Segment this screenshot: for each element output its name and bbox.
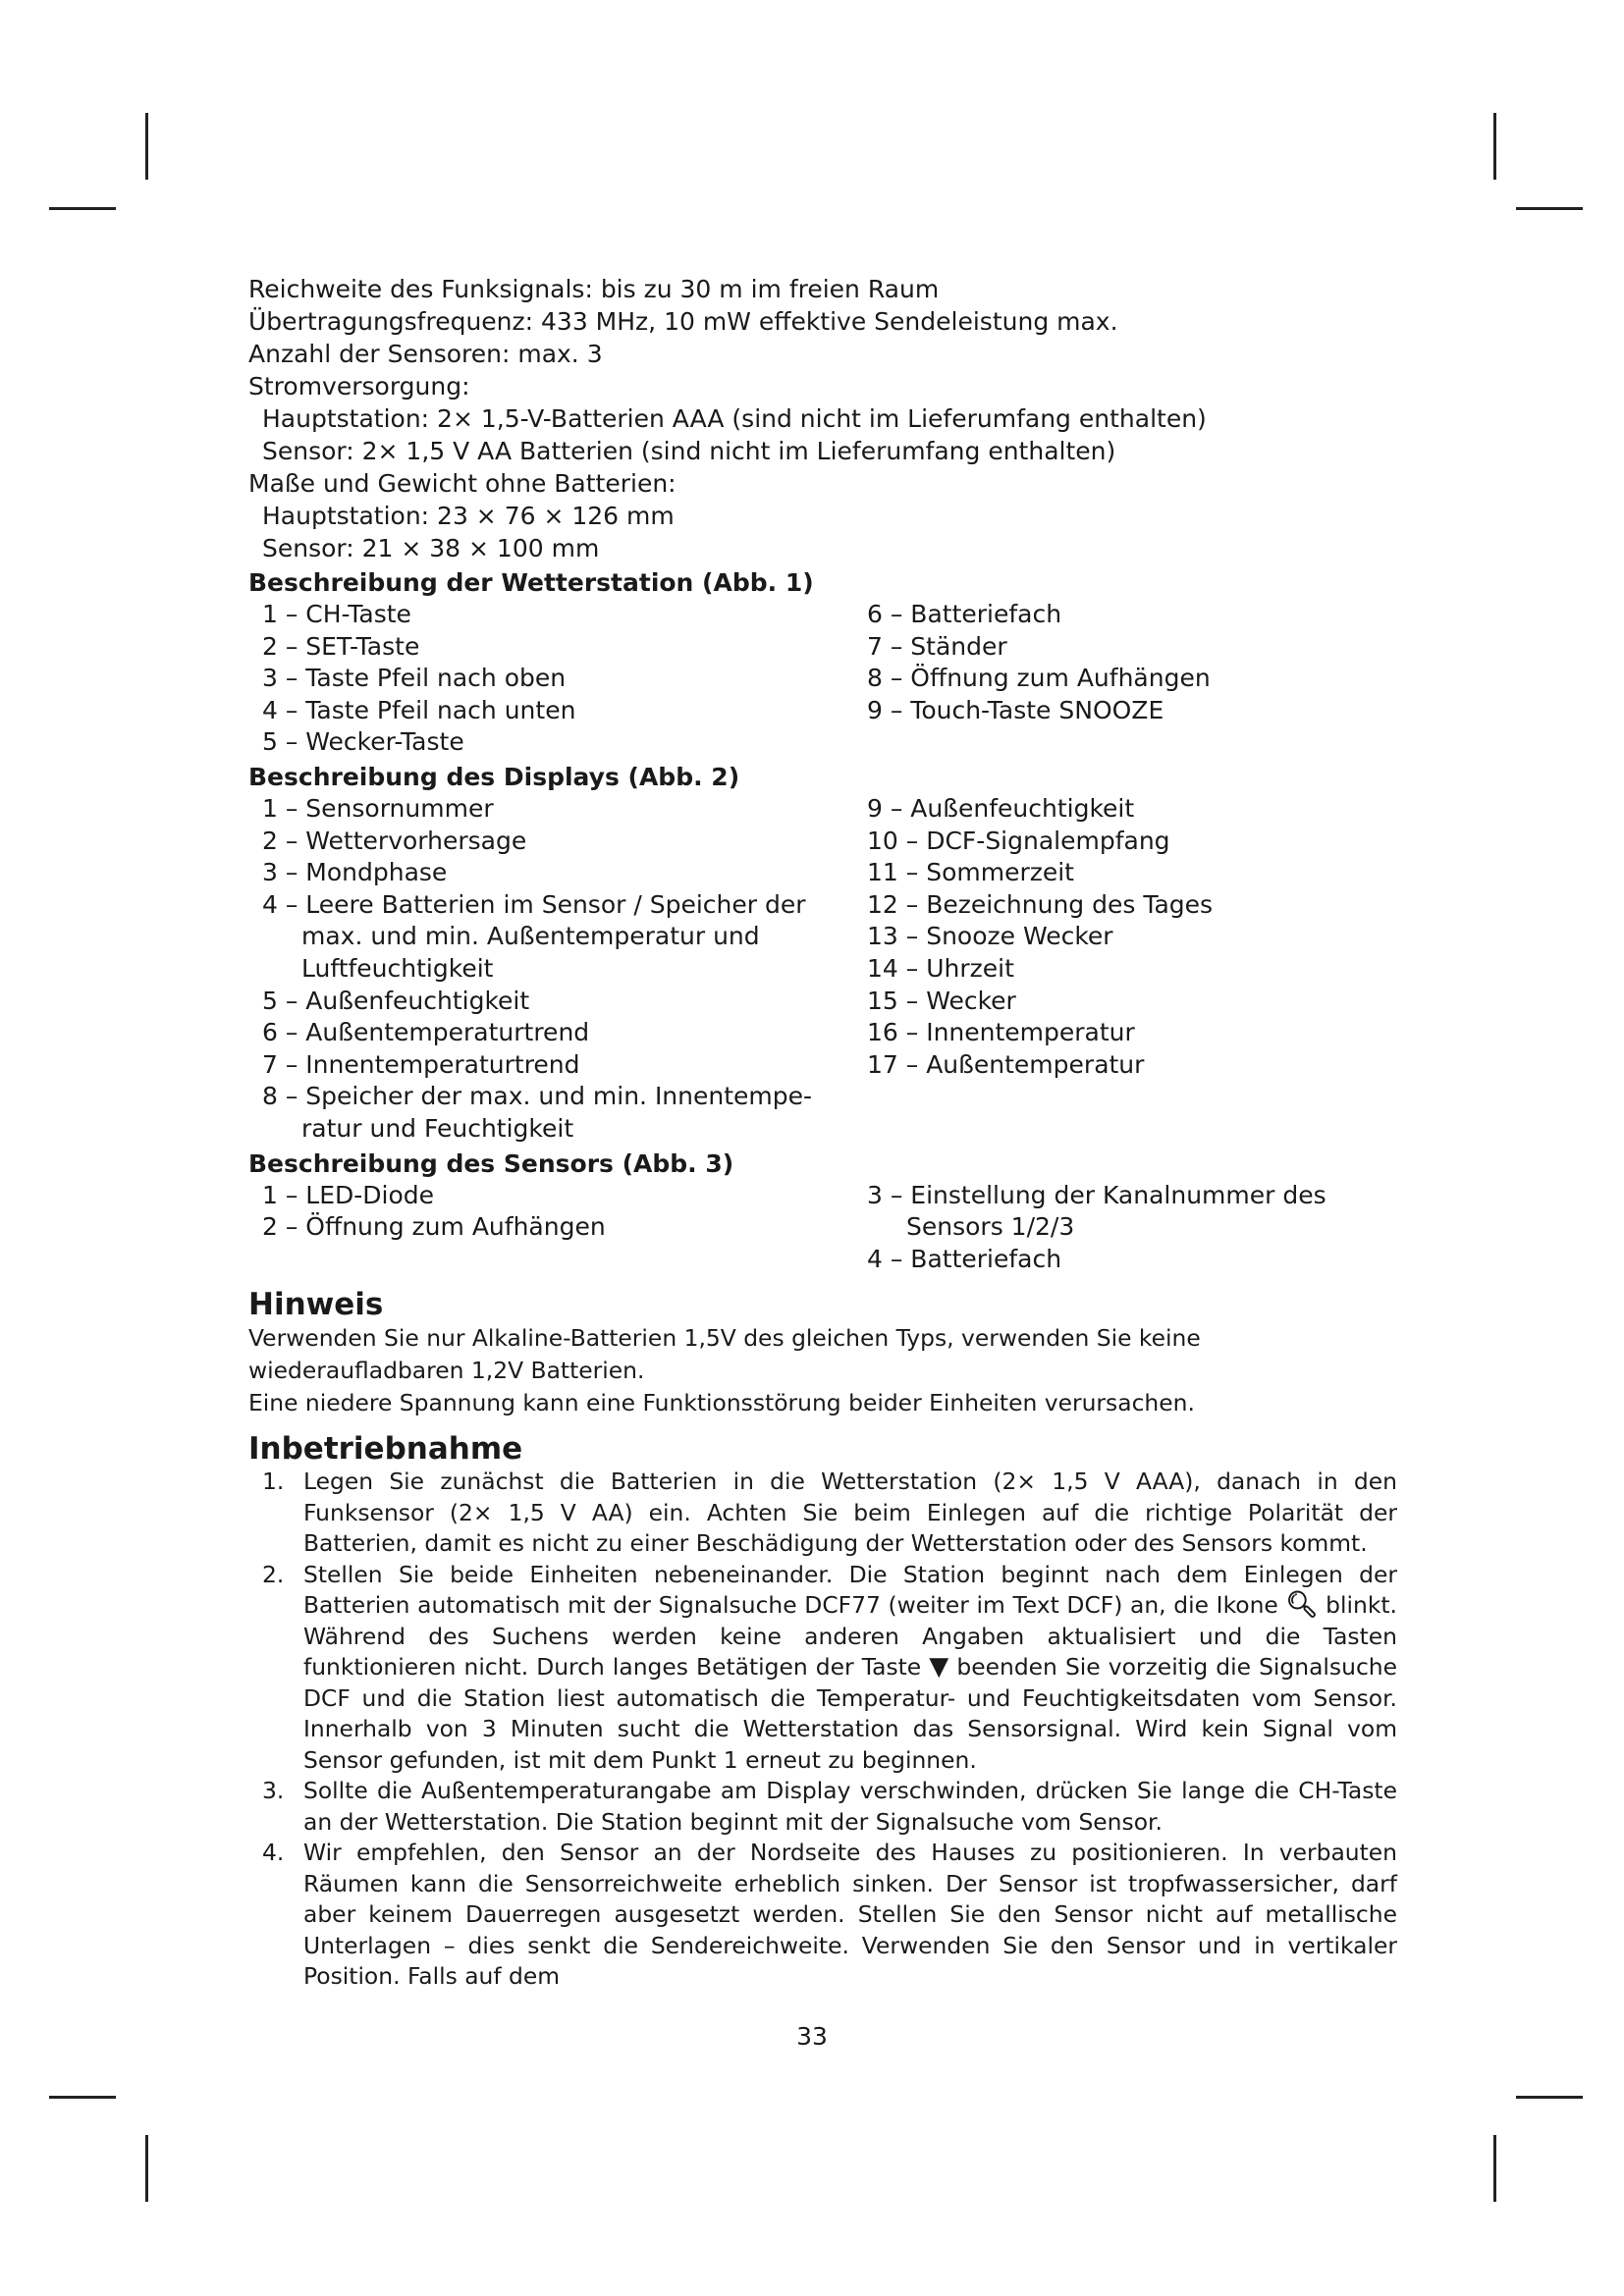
display-list-item: 1 – Sensornummer	[262, 793, 494, 823]
display-list-left	[248, 793, 867, 1146]
step-number: 3.	[262, 1777, 285, 1805]
display-list-item: 11 – Sommerzeit	[867, 858, 1074, 887]
crop-mark-bottom-left-horizontal	[49, 2096, 116, 2099]
dcf-signal-icon: 🔍︎	[1285, 1590, 1319, 1621]
station-list-left	[248, 599, 867, 759]
inbetriebnahme-steps	[248, 1467, 1397, 1993]
display-list-item: 14 – Uhrzeit	[867, 953, 1014, 983]
display-list-item: 3 – Mondphase	[262, 858, 448, 887]
sensor-list-item: 3 – Einstellung der Kanalnummer des Sensors 1/2/3	[867, 1180, 1326, 1242]
station-list-item: 4 – Taste Pfeil nach unten	[262, 695, 576, 724]
specifications	[248, 273, 1397, 564]
down-arrow-key-icon: ▼	[929, 1652, 949, 1682]
crop-mark-bottom-right-vertical	[1493, 2135, 1496, 2202]
display-list-item: 8 – Speicher der max. und min. Innentempe-ratur und Feuchtigkeit	[262, 1082, 813, 1143]
station-list-item: 2 – SET-Taste	[262, 631, 420, 661]
display-list-item: 16 – Innentemperatur	[867, 1018, 1135, 1047]
station-list-right	[867, 599, 1397, 759]
step-text-part-2: blinkt. Während des Suchens werden keine anderen Angaben aktualisiert und die Tasten funktionieren nicht. Durch langes Betätigen der Taste	[303, 1591, 1397, 1682]
step-number: 2.	[262, 1560, 285, 1588]
display-list-item: 13 – Snooze Wecker	[867, 922, 1113, 951]
station-list	[248, 599, 1397, 759]
spec-line: Reichweite des Funksignals: bis zu 30 m im freien Raum	[248, 275, 940, 303]
page-number: 33	[796, 2022, 828, 2051]
spec-line: Stromversorgung:	[248, 372, 470, 400]
display-list-item: 12 – Bezeichnung des Tages	[867, 889, 1214, 919]
crop-mark-top-left-vertical	[145, 113, 148, 180]
display-list-item: 7 – Innentemperaturtrend	[262, 1049, 580, 1079]
display-list-item: 9 – Außenfeuchtigkeit	[867, 793, 1135, 823]
station-list-item: 7 – Ständer	[867, 631, 1007, 661]
hinweis-heading: Hinweis	[248, 1287, 384, 1323]
spec-line: Sensor: 2× 1,5 V AA Batterien (sind nicht im Lieferumfang enthalten)	[262, 437, 1116, 465]
display-list-item: 15 – Wecker	[867, 986, 1016, 1015]
station-list-item: 1 – CH-Taste	[262, 600, 411, 628]
crop-mark-bottom-left-vertical	[145, 2135, 148, 2202]
spec-line: Hauptstation: 2× 1,5-V-Batterien AAA (sind nicht im Lieferumfang enthalten)	[262, 404, 1207, 433]
sensor-list-item: 2 – Öffnung zum Aufhängen	[262, 1212, 606, 1242]
spec-line: Hauptstation: 23 × 76 × 126 mm	[262, 502, 675, 530]
crop-mark-top-left-horizontal	[49, 207, 116, 210]
display-list-item: 10 – DCF-Signalempfang	[867, 826, 1170, 855]
step-text: Sollte die Außentemperaturangabe am Display verschwinden, drücken Sie lange die CH-Taste an der Wetterstation. Die Station beginnt mit der Signalsuche vom Sensor.	[303, 1777, 1397, 1836]
crop-mark-top-right-vertical	[1493, 113, 1496, 180]
spec-line: Maße und Gewicht ohne Batterien:	[248, 469, 677, 498]
station-heading: Beschreibung der Wetterstation (Abb. 1)	[248, 568, 814, 597]
step-2	[248, 1560, 1397, 1777]
step-3	[248, 1776, 1397, 1838]
spec-line: Anzahl der Sensoren: max. 3	[248, 340, 603, 368]
crop-mark-top-right-horizontal	[1516, 207, 1583, 210]
page-content	[248, 273, 1397, 1993]
display-list-item: 17 – Außentemperatur	[867, 1049, 1145, 1079]
display-list-item: 5 – Außenfeuchtigkeit	[262, 986, 530, 1015]
sensor-list-item: 4 – Batteriefach	[867, 1244, 1062, 1273]
sensor-list-right	[867, 1180, 1397, 1276]
display-list-item: 2 – Wettervorhersage	[262, 826, 527, 855]
display-list-right	[867, 793, 1397, 1146]
step-number: 1.	[262, 1468, 285, 1496]
display-heading: Beschreibung des Displays (Abb. 2)	[248, 762, 740, 791]
sensor-list-item: 1 – LED-Diode	[262, 1180, 435, 1209]
step-text: Legen Sie zunächst die Batterien in die Wetterstation (2× 1,5 V AAA), danach in den Funksensor (2× 1,5 V AA) ein. Achten Sie beim Einlegen auf die richtige Polarität der Batterien, damit es nicht zu einer Beschädigung der Wetterstation oder des Sensors kommt.	[303, 1468, 1397, 1558]
sensor-list-left	[248, 1180, 867, 1276]
station-list-item: 3 – Taste Pfeil nach oben	[262, 664, 567, 693]
sensor-heading: Beschreibung des Sensors (Abb. 3)	[248, 1148, 734, 1178]
station-list-item: 5 – Wecker-Taste	[262, 727, 464, 757]
step-number: 4.	[262, 1839, 285, 1867]
hinweis-paragraph-1: Verwenden Sie nur Alkaline-Batterien 1,5V des gleichen Typs, verwenden Sie keine wiederaufladbaren 1,2V Batterien.	[248, 1324, 1201, 1385]
step-text-part-1: Stellen Sie beide Einheiten nebeneinander. Die Station beginnt nach dem Einlegen der Batterien automatisch mit der Signalsuche DCF77 (weiter im Text DCF) an, die Ikone	[303, 1560, 1397, 1620]
display-list-item: 6 – Außentemperaturtrend	[262, 1018, 590, 1047]
crop-mark-bottom-right-horizontal	[1516, 2096, 1583, 2099]
hinweis-paragraph-2: Eine niedere Spannung kann eine Funktionsstörung beider Einheiten verursachen.	[248, 1389, 1195, 1417]
sensor-list	[248, 1180, 1397, 1276]
display-list	[248, 793, 1397, 1146]
step-4	[248, 1838, 1397, 1993]
station-list-item: 9 – Touch-Taste SNOOZE	[867, 695, 1164, 724]
station-list-item: 6 – Batteriefach	[867, 600, 1062, 628]
spec-line: Sensor: 21 × 38 × 100 mm	[262, 534, 600, 562]
step-1	[248, 1467, 1397, 1560]
step-text-part-3: beenden Sie vorzeitig die Signalsuche DCF und die Station liest automatisch die Temperatur- und Feuchtigkeitsdaten vom Sensor. Innerhalb von 3 Minuten sucht die Wetterstation das Sensorsignal. Wird kein Signal vom Sensor gefunden, ist mit dem Punkt 1 erneut zu beginnen.	[303, 1653, 1398, 1774]
step-text: Wir empfehlen, den Sensor an der Nordseite des Hauses zu positionieren. In verbauten Räumen kann die Sensorreichweite erheblich sinken. Der Sensor ist tropfwassersicher, darf aber keinem Dauerregen ausgesetzt werden. Stellen Sie den Sensor nicht auf metallische Unterlagen – dies senkt die Sendereichweite. Verwenden Sie den Sensor und in vertikaler Position. Falls auf dem	[303, 1839, 1397, 1991]
display-list-item: 4 – Leere Batterien im Sensor / Speicher der max. und min. Außentemperatur und Luftfeuchtigkeit	[262, 889, 806, 983]
spec-line: Übertragungsfrequenz: 433 MHz, 10 mW effektive Sendeleistung max.	[248, 307, 1118, 336]
inbetriebnahme-heading: Inbetriebnahme	[248, 1431, 523, 1468]
station-list-item: 8 – Öffnung zum Aufhängen	[867, 664, 1211, 693]
